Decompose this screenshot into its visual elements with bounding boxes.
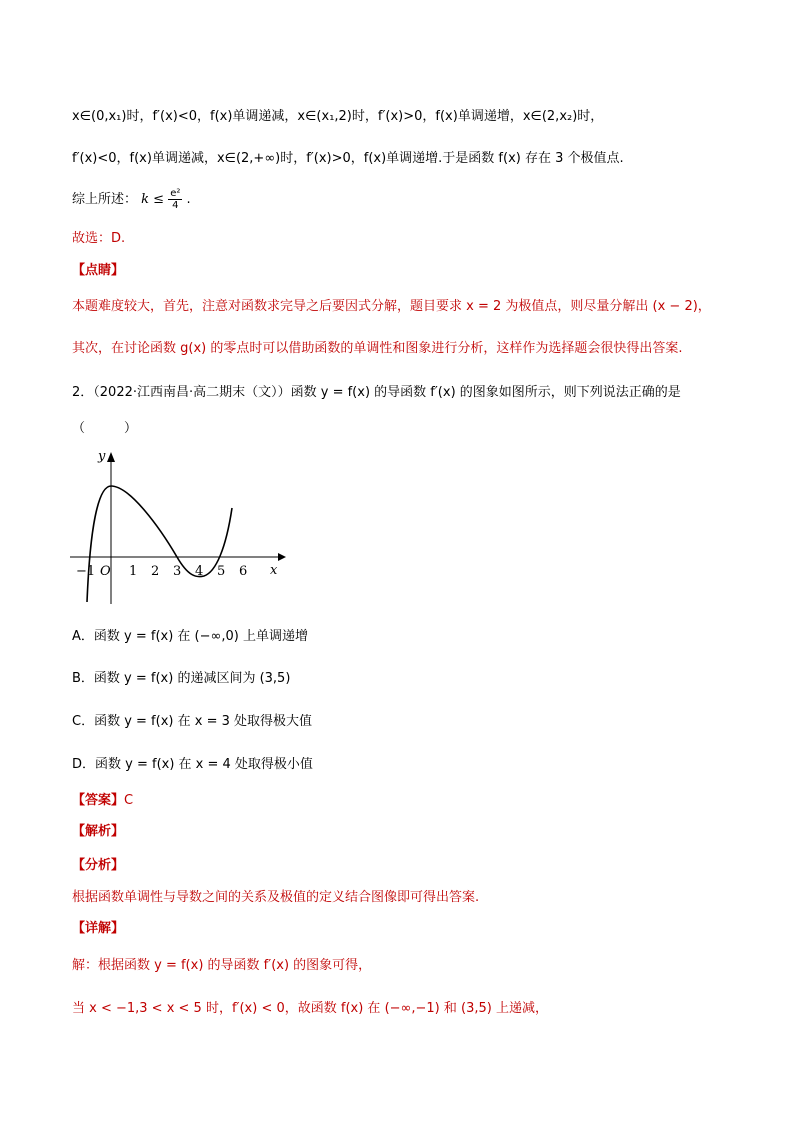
detail-line-2: 当 x < −1,3 < x < 5 时，f′(x) < 0，故函数 f(x) 在 (−∞,−1) 和 (3,5) 上递减， (72, 1001, 548, 1016)
conclusion-k: k ≤ (141, 192, 165, 207)
solution-line-3 (72, 188, 191, 211)
origin-label: O (100, 564, 111, 579)
solution-line-2: f′(x)<0，f(x)单调递减，x∈(2,+∞)时，f′(x)>0，f(x)单调递增.于是函数 f(x) 存在 3 个极值点. (72, 151, 624, 166)
tip-paragraph-2: 其次，在讨论函数 g(x) 的零点时可以借助函数的单调性和图象进行分析，这样作为选择题会很快得出答案. (72, 341, 683, 356)
fraction-denominator: 4 (172, 200, 179, 211)
answer-line (72, 792, 133, 810)
question-blank: （ ） (72, 421, 138, 436)
detail-line-1: 解：根据函数 y = f(x) 的导函数 f′(x) 的图象可得， (72, 958, 372, 973)
tick-label-6: 6 (239, 564, 248, 579)
y-axis-label: y (98, 449, 106, 464)
x-axis-label: x (270, 563, 278, 578)
tick-label-3: 3 (173, 564, 182, 579)
y-axis-arrow (107, 452, 115, 462)
fenxi-heading: 【分析】 (72, 858, 125, 873)
option-d: D．函数 y = f(x) 在 x = 4 处取得极小值 (72, 757, 313, 772)
tip-heading: 【点睛】 (72, 263, 125, 278)
derivative-graph (60, 448, 290, 608)
fenxi-text: 根据函数单调性与导数之间的关系及极值的定义结合图像即可得出答案. (72, 890, 480, 905)
answer-value: C (124, 793, 134, 808)
tick-label-neg1: −1 (76, 564, 96, 579)
derivative-curve (87, 486, 232, 602)
fraction-numerator: e² (170, 188, 181, 199)
option-a: A．函数 y = f(x) 在 (−∞,0) 上单调递增 (72, 629, 308, 644)
tip-paragraph-1: 本题难度较大，首先，注意对函数求完导之后要因式分解，题目要求 x = 2 为极值点，则尽量分解出 (x − 2)， (72, 299, 711, 314)
question-stem: 2．（2022·江西南昌·高二期末（文））函数 y = f(x) 的导函数 f′(x) 的图象如图所示，则下列说法正确的是 (72, 385, 681, 400)
tick-label-4: 4 (195, 564, 204, 579)
tick-label-1: 1 (129, 564, 138, 579)
conclusion-period: . (186, 192, 191, 207)
x-axis-arrow (278, 553, 286, 561)
detail-heading: 【详解】 (72, 921, 125, 936)
choose-answer-line: 故选：D. (72, 231, 126, 246)
answer-heading: 【答案】 (72, 793, 125, 808)
solution-line-1: x∈(0,x₁)时，f′(x)<0，f(x)单调递减，x∈(x₁,2)时，f′(x)>0，f(x)单调递增，x∈(2,x₂)时， (72, 109, 604, 124)
conclusion-fraction (168, 188, 182, 211)
option-b: B．函数 y = f(x) 的递减区间为 (3,5) (72, 671, 291, 686)
tick-label-2: 2 (151, 564, 160, 579)
tick-label-5: 5 (217, 564, 226, 579)
option-c: C．函数 y = f(x) 在 x = 3 处取得极大值 (72, 714, 312, 729)
analysis-heading: 【解析】 (72, 824, 125, 839)
conclusion-prefix: 综上所述： (72, 192, 138, 207)
